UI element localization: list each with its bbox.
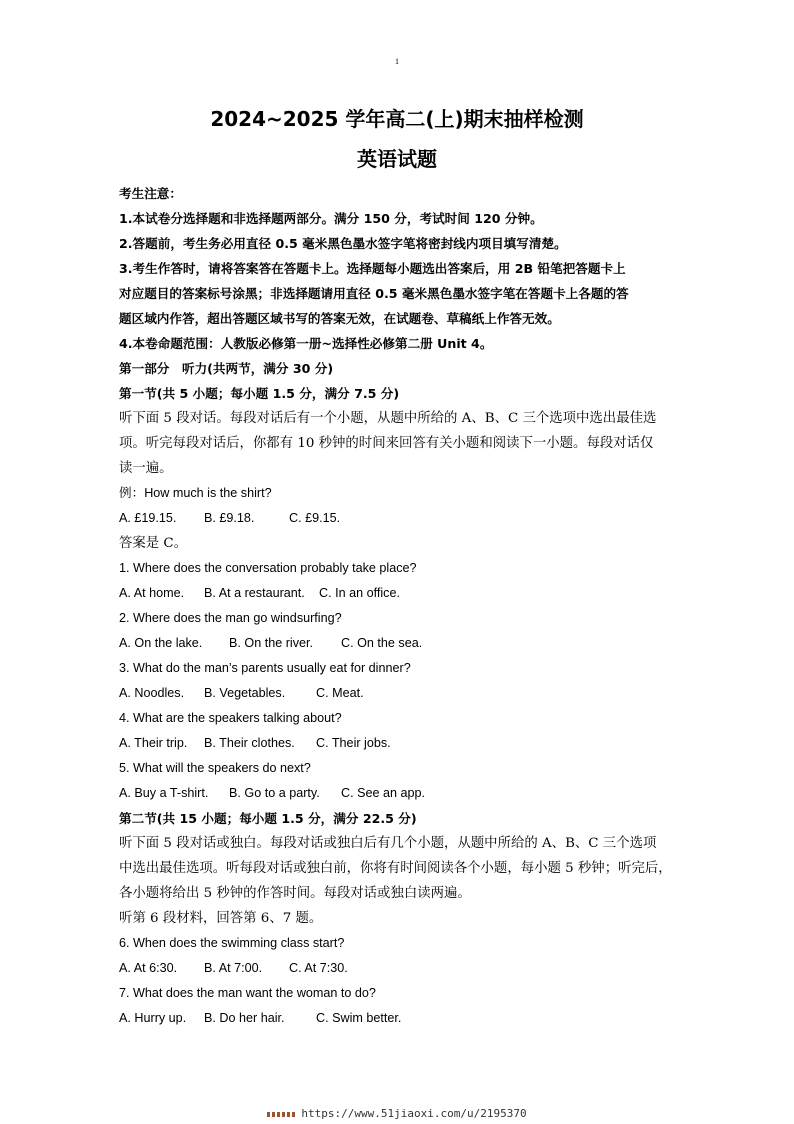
section2-instruction-line-2: 中选出最佳选项。听每段对话或独白前，你将有时间阅读各个小题，每小题 5 秒钟；听完后， [119, 861, 672, 876]
example-option-c: C. £9.15. [289, 511, 341, 525]
notice-item-3-line-3: 题区域内作答，超出答题区域书写的答案无效，在试题卷、草稿纸上作答无效。 [119, 311, 560, 326]
notice-heading: 考生注意： [119, 186, 182, 201]
q7-option-b: B. Do her hair. [204, 1011, 285, 1025]
q1-option-a: A. At home. [119, 586, 185, 600]
question-4-options [119, 731, 679, 756]
q4-option-b: B. Their clothes. [204, 736, 295, 750]
notice-item-1: 1.本试卷分选择题和非选择题两部分。满分 150 分，考试时间 120 分钟。 [119, 211, 543, 226]
example-question: 例：How much is the shirt? [119, 486, 272, 500]
q6-option-c: C. At 7:30. [289, 961, 348, 975]
notice-item-3-line-2: 对应题目的答案标号涂黑；非选择题请用直径 0.5 毫米黑色墨水签字笔在答题卡上各题的答 [119, 286, 629, 301]
notice-item-3-line-1: 3.考生作答时，请将答案答在答题卡上。选择题每小题选出答案后，用 2B 铅笔把答题卡上 [119, 261, 626, 276]
section1-instruction-line-1: 听下面 5 段对话。每段对话后有一个小题，从题中所给的 A、B、C 三个选项中选出最佳选 [119, 411, 657, 426]
question-5: 5. What will the speakers do next? [119, 761, 311, 775]
q7-option-c: C. Swim better. [316, 1011, 402, 1025]
q1-option-c: C. In an office. [319, 586, 400, 600]
question-7-options [119, 1006, 679, 1031]
example-answer: 答案是 C。 [119, 536, 188, 551]
section1-heading: 第一节(共 5 小题；每小题 1.5 分，满分 7.5 分) [119, 386, 400, 401]
q3-option-b: B. Vegetables. [204, 686, 286, 700]
section1-instruction-line-2: 项。听完每段对话后，你都有 10 秒钟的时间来回答有关小题和阅读下一小题。每段对话仅 [119, 436, 654, 451]
question-6: 6. When does the swimming class start? [119, 936, 345, 950]
q5-option-a: A. Buy a T-shirt. [119, 786, 209, 800]
q6-option-b: B. At 7:00. [204, 961, 263, 975]
q4-option-a: A. Their trip. [119, 736, 188, 750]
notice-item-2: 2.答题前，考生务必用直径 0.5 毫米黑色墨水签字笔将密封线内项目填写清楚。 [119, 236, 567, 251]
question-1-options [119, 581, 679, 606]
material-6-instruction: 听第 6 段材料，回答第 6、7 题。 [119, 911, 323, 926]
footer-url[interactable]: https://www.51jiaoxi.com/u/2195370 [301, 1107, 527, 1120]
exam-subtitle: 英语试题 [357, 147, 437, 171]
notice-item-4: 4.本卷命题范围：人教版必修第一册~选择性必修第二册 Unit 4。 [119, 336, 493, 351]
question-6-options [119, 956, 679, 981]
part1-heading: 第一部分 听力(共两节，满分 30 分) [119, 361, 334, 376]
page-number: 1 [395, 57, 399, 66]
q3-option-c: C. Meat. [316, 686, 364, 700]
exam-content [119, 181, 679, 1031]
footer [0, 1107, 794, 1120]
question-3: 3. What do the man’s parents usually eat for dinner? [119, 661, 411, 675]
q5-option-c: C. See an app. [341, 786, 426, 800]
question-5-options [119, 781, 679, 806]
q2-option-c: C. On the sea. [341, 636, 423, 650]
exam-title: 2024~2025 学年高二(上)期末抽样检测 [210, 107, 584, 131]
q1-option-b: B. At a restaurant. [204, 586, 305, 600]
q2-option-a: A. On the lake. [119, 636, 203, 650]
question-1: 1. Where does the conversation probably take place? [119, 561, 417, 575]
watermark-logo-icon [267, 1112, 295, 1117]
section1-instruction-line-3: 读一遍。 [119, 461, 173, 476]
example-option-a: A. £19.15. [119, 511, 177, 525]
section2-instruction-line-1: 听下面 5 段对话或独白。每段对话或独白后有几个小题，从题中所给的 A、B、C 三个选项 [119, 836, 657, 851]
example-option-b: B. £9.18. [204, 511, 255, 525]
question-2: 2. Where does the man go windsurfing? [119, 611, 342, 625]
q2-option-b: B. On the river. [229, 636, 313, 650]
q3-option-a: A. Noodles. [119, 686, 185, 700]
question-2-options [119, 631, 679, 656]
question-7: 7. What does the man want the woman to do? [119, 986, 376, 1000]
question-3-options [119, 681, 679, 706]
question-4: 4. What are the speakers talking about? [119, 711, 342, 725]
q7-option-a: A. Hurry up. [119, 1011, 187, 1025]
section2-heading: 第二节(共 15 小题；每小题 1.5 分，满分 22.5 分) [119, 811, 417, 826]
section2-instruction-line-3: 各小题将给出 5 秒钟的作答时间。每段对话或独白读两遍。 [119, 886, 471, 901]
example-options [119, 506, 679, 531]
q5-option-b: B. Go to a party. [229, 786, 320, 800]
q4-option-c: C. Their jobs. [316, 736, 391, 750]
q6-option-a: A. At 6:30. [119, 961, 178, 975]
